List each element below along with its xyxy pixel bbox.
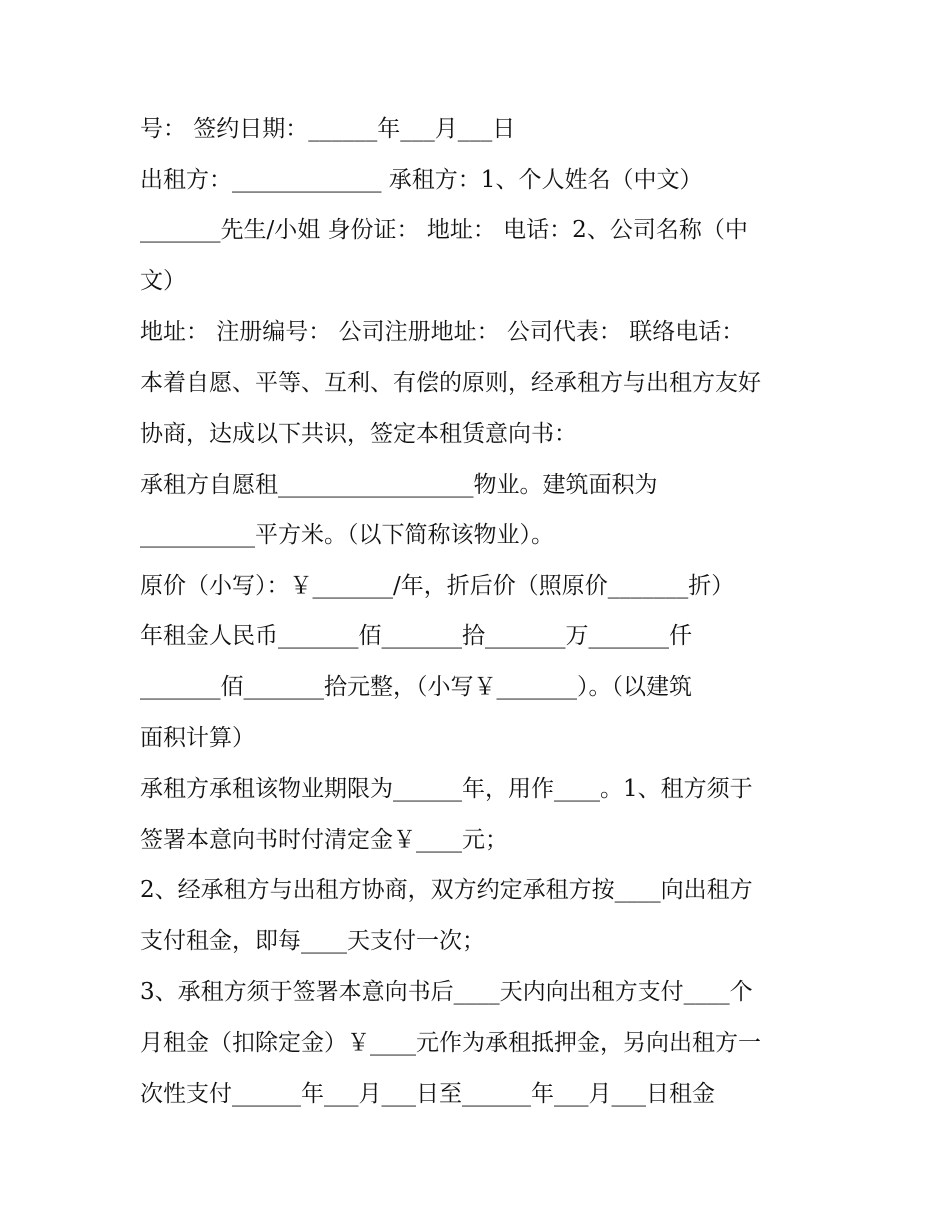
text-line: 本着自愿、平等、互利、有偿的原则，经承租方与出租方友好 — [140, 370, 761, 396]
text-line: 签署本意向书时付清定金￥____元； — [140, 827, 508, 853]
text-line: 支付租金，即每____天支付一次； — [140, 928, 485, 954]
text-line: 次性支付______年___月___日至______年___月___日租金 — [140, 1081, 715, 1107]
text-line: 面积计算） — [140, 725, 255, 751]
text-line: 号： 签约日期：______年___月___日 — [140, 116, 516, 142]
text-line: 2、经承租方与出租方协商，双方约定承租方按____向出租方 — [140, 877, 753, 903]
text-line: 3、承租方须于签署本意向书后____天内向出租方支付____个 — [140, 979, 753, 1005]
text-line: 年租金人民币_______佰_______拾_______万_______仟 — [140, 623, 692, 649]
text-line: _______先生/小姐 身份证： 地址： 电话：2、公司名称（中 — [140, 217, 748, 243]
text-line: 承租方自愿租_________________物业。建筑面积为 — [140, 472, 658, 498]
text-line: _______佰_______拾元整，（小写￥_______）。（以建筑 — [140, 674, 692, 700]
text-line: 原价（小写）：￥_______/年，折后价（照原价_______折） — [140, 573, 735, 599]
text-line: 承租方承租该物业期限为______年，用作____。1、租方须于 — [140, 776, 753, 802]
text-line: 地址： 注册编号： 公司注册地址： 公司代表： 联络电话： — [140, 319, 745, 345]
text-line: 文） — [140, 268, 186, 294]
text-line: 出租方：_____________ 承租方：1、个人姓名（中文） — [140, 167, 703, 193]
text-line: 协商，达成以下共识，签定本租赁意向书： — [140, 421, 577, 447]
text-line: 月租金（扣除定金）￥____元作为承租抵押金，另向出租方一 — [140, 1030, 761, 1056]
text-line: __________平方米。（以下简称该物业）。 — [140, 522, 554, 548]
